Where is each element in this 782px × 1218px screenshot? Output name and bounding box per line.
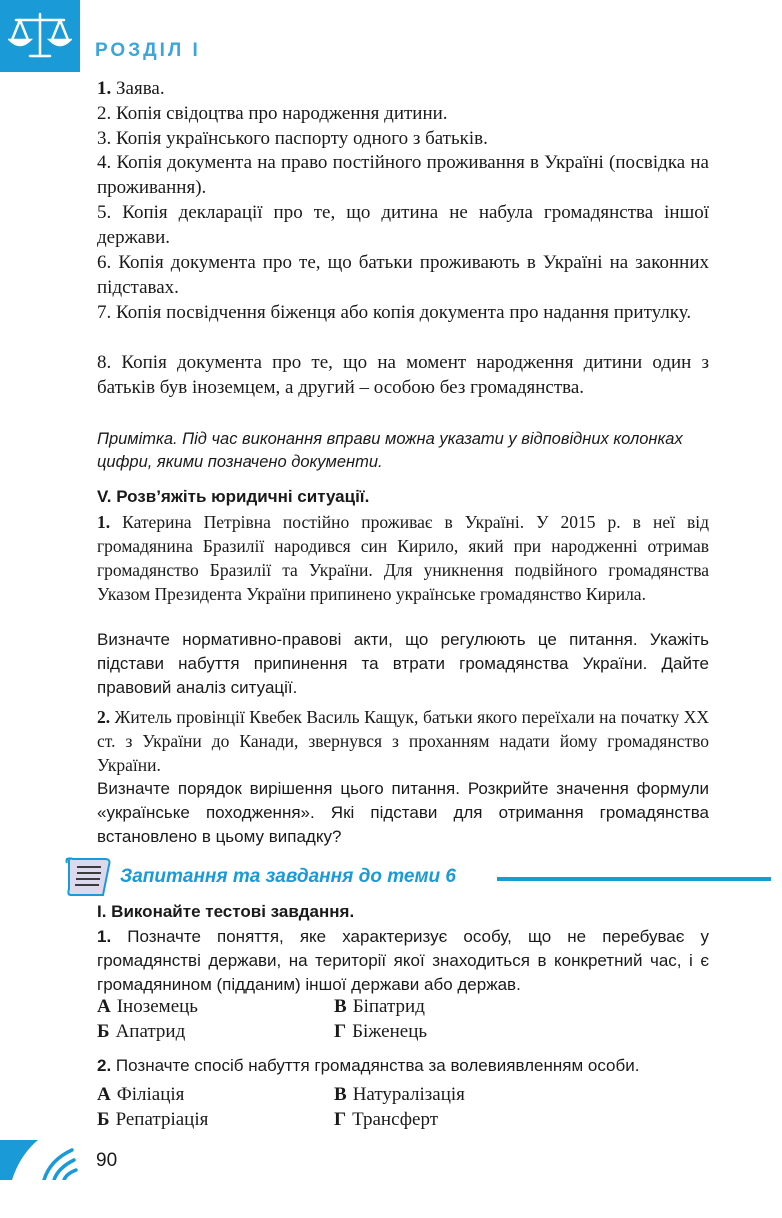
document-list-icon bbox=[65, 855, 113, 899]
scales-icon bbox=[8, 10, 72, 62]
question-2: 2. Позначте спосіб набуття громадянства за волевиявленням особи. bbox=[97, 1056, 640, 1075]
section-badge bbox=[0, 0, 80, 72]
option-v: В Біпатрид bbox=[334, 996, 425, 1017]
option-a: А Іноземець bbox=[97, 996, 198, 1017]
questions-title: Запитання та завдання до теми 6 bbox=[120, 866, 456, 887]
page-number: 90 bbox=[96, 1150, 118, 1171]
question-1: 1. Позначте поняття, яке характеризує особу, що не перебуває у громадянстві держави, на території якої знаходиться в конкретний час, і є громадянином (підданим) іншої держави або держав. bbox=[97, 927, 709, 994]
list-item: 8. Копія документа про те, що на момент народження дитини один з батьків був іноземцем, а другий – особою без громадянства. bbox=[97, 352, 709, 398]
questions-header bbox=[65, 855, 715, 899]
task-heading: V. Розв’яжіть юридичні ситуації. bbox=[97, 487, 370, 506]
option-b: Б Репатріація bbox=[97, 1109, 209, 1130]
case-2: 2. Житель провінції Квебек Василь Кащук, батьки якого переїхали на початку ХХ ст. з України до Канади, звернувся з проханням надати йому громадянство України. bbox=[97, 707, 709, 775]
option-a: А Філіація bbox=[97, 1084, 185, 1105]
case-1-question: Визначте нормативно-правові акти, що регулюють це питання. Укажіть підстави набуття припинення та втрати громадянства України. Дайте правовий аналіз ситуації. bbox=[97, 630, 709, 697]
divider bbox=[497, 877, 771, 881]
list-item: 3. Копія українського паспорту одного з батьків. bbox=[97, 128, 488, 149]
list-item: 6. Копія документа про те, що батьки проживають в Україні на законних підставах. bbox=[97, 252, 710, 298]
part-heading: І. Виконайте тестові завдання. bbox=[97, 902, 355, 921]
option-b: Б Апатрид bbox=[97, 1021, 186, 1042]
list-item: 1. Заява. bbox=[97, 78, 165, 99]
list-item: 4. Копія документа на право постійного проживання в Україні (посвідка на проживання). bbox=[97, 152, 709, 198]
list-item: 7. Копія посвідчення біженця або копія документа про надання притулку. bbox=[97, 302, 692, 323]
list-item: 5. Копія декларації про те, що дитина не набула громадянства іншої держави. bbox=[97, 202, 710, 248]
option-g: Г Біженець bbox=[334, 1021, 428, 1042]
note: Примітка. Під час виконання вправи можна указати у відповідних колонках цифри, якими позначено документи. bbox=[97, 430, 683, 471]
page-corner-decoration bbox=[0, 1140, 82, 1180]
case-1: 1. Катерина Петрівна постійно проживає в Україні. У 2015 р. в неї від громадянина Бразилії народився син Кирило, який при народженні отримав громадянство Бразилії та України. Для уникнення подвійного громадянства Указом Президента України припинено українське громадянство Кирила. bbox=[97, 512, 709, 604]
case-2-question: Визначте порядок вирішення цього питання. Розкрийте значення формули «українське походження». Які підстави для отримання громадянства встановлено в цьому випадку? bbox=[97, 779, 709, 846]
list-item: 2. Копія свідоцтва про народження дитини. bbox=[97, 103, 448, 124]
option-v: В Натуралізація bbox=[334, 1084, 465, 1105]
section-label: РОЗДІЛ І bbox=[95, 40, 201, 61]
option-g: Г Трансферт bbox=[334, 1109, 439, 1130]
